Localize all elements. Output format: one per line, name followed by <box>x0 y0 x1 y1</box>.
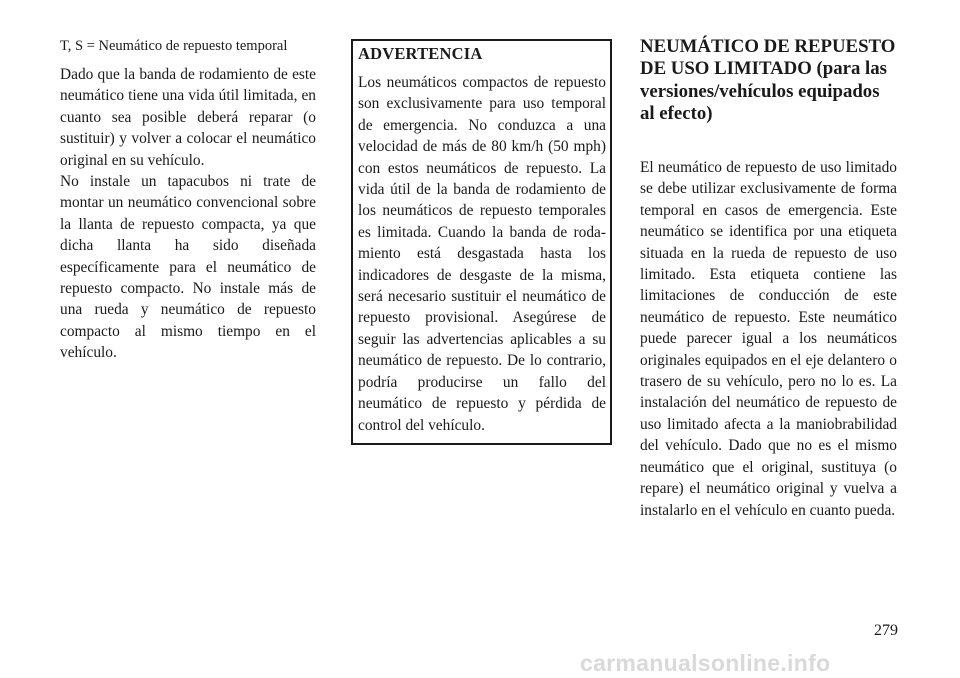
limited-spare-paragraph: El neumático de repuesto de uso limitado se debe utilizar exclusivamente de forma temporal en casos de emergencia. Este neumático se identifica por una etiqueta situada en la rueda de repuesto de uso limitado. Esta etiqueta contiene las limitaciones de conducción de este neumático de repuesto. Este neumático puede parecer igual a los neumáticos originales equipados en el eje delantero o trasero de su vehículo, pero no lo es. La instalación del neumático de repuesto de uso limitado afecta a la maniobrabilidad del vehículo. Dado que no es el mismo neumático que el original, sustituya (o repare) el neumático original y vuelva a instalarlo en el vehículo en cuanto pueda. <box>640 159 897 519</box>
watermark-text: carmanualsonline.info <box>580 650 831 676</box>
spare-tire-caption: T, S = Neumático de repuesto temporal <box>60 38 288 54</box>
hubcap-paragraph: No instale un tapacubos ni trate de montar un neumático convencional sobre la llanta de repuesto compacta, ya que dicha llanta ha sido diseñada específicamente para el neumático de repuesto compacto. No instale más de una rueda y neumático de repuesto compacto al mismo tiempo en el vehículo. <box>60 173 316 362</box>
section-title: NEUMÁTICO DE REPUESTO DE USO LIMITADO (para las versiones/vehículos equipados al efecto) <box>640 36 896 124</box>
warning-title: ADVERTENCIA <box>358 44 483 63</box>
warning-box <box>351 39 612 445</box>
page-number: 279 <box>874 622 898 639</box>
tread-life-paragraph: Dado que la banda de rodamiento de este neumático tiene una vida útil limitada, en cuanto sea posible deberá reparar (o sustituir) y volver a colocar el neumático original en su vehículo. <box>60 66 316 169</box>
warning-body: Los neumáticos compactos de repuesto son exclusivamente para uso temporal de emergencia. No conduzca a una velocidad de más de 80 km/h (50 mph) con estos neumáticos de repuesto. La vida útil de la banda de rodamiento de los neumáticos de repuesto temporales es limitada. Cuando la banda de rodamiento está desgastada hasta los indicadores de desgaste de la misma, será necesario sustituir el neumático de repuesto provisional. Asegúrese de seguir las advertencias aplicables a su neumático de repuesto. De lo contrario, podría producirse un fallo del neumático de repuesto y pérdida de control del vehículo. <box>358 74 606 434</box>
